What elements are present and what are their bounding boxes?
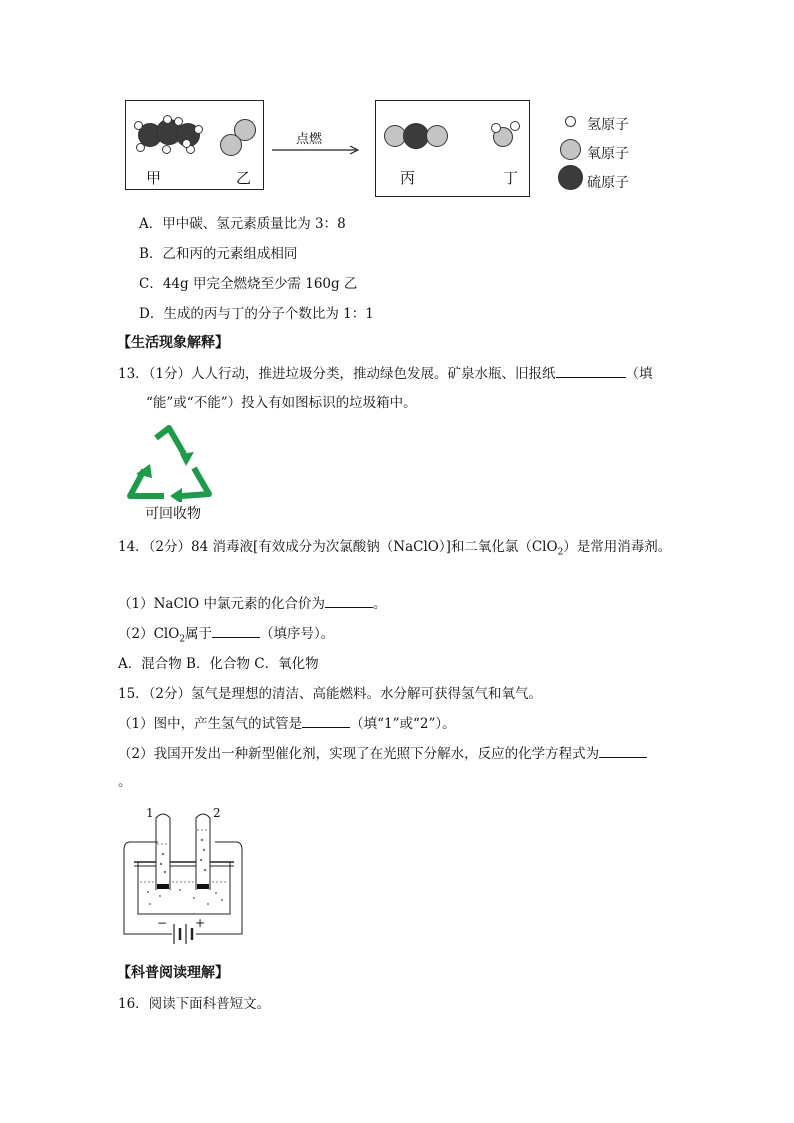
q13-line2: “能”或“不能”）投入有如图标识的垃圾箱中。 (146, 395, 417, 411)
q14-sub1-text: （1）NaClO 中氯元素的化合价为 (118, 596, 325, 612)
q13-line1 (118, 362, 653, 382)
q14-stem-text: 14．（2分）84 消毒液[有效成分为次氯酸钠（NaClO）]和二氧化氯（ClO (118, 539, 558, 555)
q15-sub1-end: （填“1”或“2”）。 (350, 716, 456, 732)
label-bing: 丙 (400, 169, 416, 187)
legend-sulfur: 硫原子 (587, 175, 629, 191)
label-ding: 丁 (503, 169, 519, 187)
q14-sub1-blank[interactable] (325, 593, 373, 608)
q14-sub2-sub: 2 (179, 634, 186, 645)
q14-sub2-end: （填序号）。 (260, 626, 335, 642)
hydrogen-atom (182, 139, 191, 148)
reaction-arrow-icon (270, 144, 364, 156)
q12-option-d: D．生成的丙与丁的分子个数比为 1：1 (139, 306, 374, 322)
battery-minus: − (157, 916, 168, 930)
legend-hydrogen: 氢原子 (587, 117, 629, 133)
section-life-heading: 【生活现象解释】 (117, 335, 229, 351)
q15-sub1 (118, 712, 456, 732)
section-science-heading: 【科普阅读理解】 (117, 965, 229, 981)
q14-stem-end: ）是常用消毒剂。 (563, 539, 672, 555)
hydrogen-legend-icon (565, 116, 576, 127)
q14-sub2-mid: 属于 (185, 626, 213, 642)
oxygen-atom (220, 134, 242, 156)
q15-sub2-text: （2）我国开发出一种新型催化剂，实现了在光照下分解水，反应的化学方程式为 (118, 746, 600, 762)
hydrogen-atom (491, 123, 501, 133)
q14-options: A．混合物 B．化合物 C．氧化物 (118, 656, 319, 672)
q15-sub1-text: （1）图中，产生氢气的试管是 (118, 716, 303, 732)
label-yi: 乙 (236, 169, 252, 187)
q12-option-b: B．乙和丙的元素组成相同 (139, 246, 298, 262)
q14-sub2-blank[interactable] (212, 623, 260, 638)
hydrogen-atom (134, 121, 143, 130)
q14-sub2-text: （2）ClO (118, 626, 180, 642)
q15-sub2 (118, 742, 647, 762)
recycle-icon (124, 424, 214, 502)
q15-sub2-blank[interactable] (599, 743, 647, 758)
q14-sub2 (118, 622, 334, 645)
legend-oxygen: 氧原子 (587, 146, 629, 162)
q14-sub1 (118, 592, 386, 612)
label-jia: 甲 (146, 169, 162, 187)
hydrogen-atom (162, 145, 171, 154)
q12-option-a: A．甲中碳、氢元素质量比为 3：8 (139, 216, 346, 232)
electrolysis-apparatus (120, 800, 250, 948)
product-box (375, 100, 530, 197)
hydrogen-atom (510, 121, 520, 131)
q14-stem (118, 535, 671, 558)
battery-plus: + (195, 916, 206, 930)
hydrogen-atom (136, 143, 145, 152)
tube2-label: 2 (213, 806, 221, 820)
q16-stem: 16．阅读下面科普短文。 (118, 996, 271, 1012)
q14-stem-sub: 2 (557, 547, 564, 558)
hydrogen-atom (174, 117, 183, 126)
arrow-label: 点燃 (296, 132, 323, 147)
q12-option-c: C．44g 甲完全燃烧至少需 160g 乙 (139, 276, 358, 292)
reactant-box (125, 100, 264, 190)
q13-answer-blank[interactable] (556, 363, 626, 378)
q13-text: 13．（1分）人人行动，推进垃圾分类，推动绿色发展。矿泉水瓶、旧报纸 (118, 366, 556, 382)
q15-sub1-blank[interactable] (302, 713, 350, 728)
oxygen-legend-icon (560, 139, 581, 160)
tube1-label: 1 (146, 806, 154, 820)
hydrogen-atom (163, 115, 172, 124)
sulfur-legend-icon (558, 165, 583, 190)
oxygen-atom (426, 125, 448, 147)
q14-sub1-end: 。 (372, 596, 387, 612)
q15-sub2-end: 。 (118, 774, 132, 790)
recycle-caption: 可回收物 (145, 506, 201, 522)
q15-stem: 15．（2分）氢气是理想的清洁、高能燃料。水分解可获得氢气和氧气。 (118, 686, 543, 702)
q13-text-end: （填 (625, 366, 653, 382)
hydrogen-atom (194, 125, 203, 134)
